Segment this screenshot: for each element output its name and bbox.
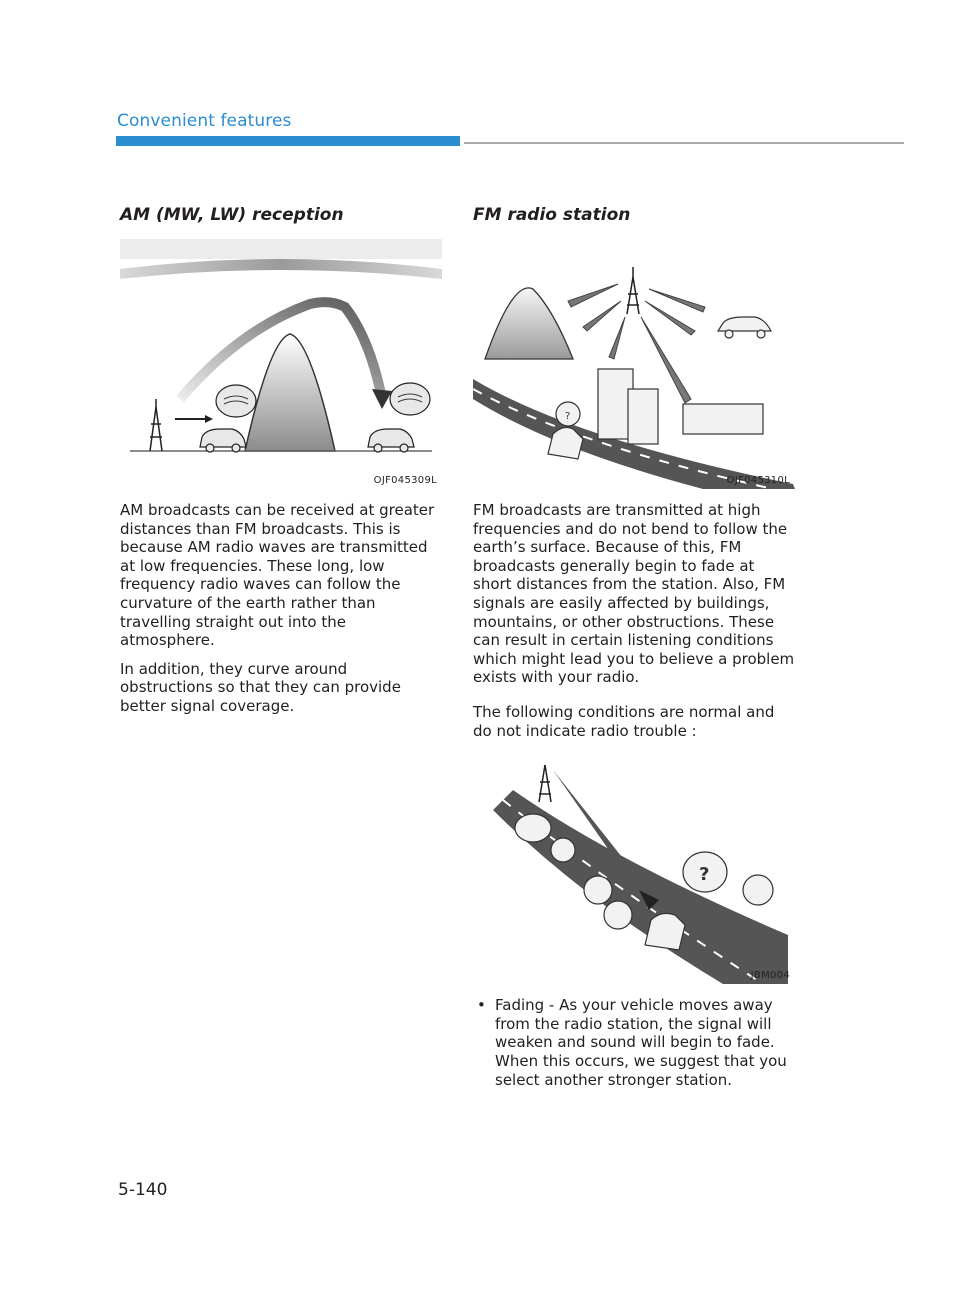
bullet-mark: • xyxy=(477,996,486,1015)
fm-paragraph-2: The following conditions are normal and do not indicate radio trouble : xyxy=(473,702,775,740)
fading-bullet-text: Fading - As your vehicle moves away from the radio station, the signal will weaken and sound will begin to fade. When this occurs, we suggest that you select another stronger station. xyxy=(495,996,787,1089)
fading-figure-code: JBM004 xyxy=(750,970,790,982)
section-title: Convenient features xyxy=(117,111,292,131)
header-rule-thin xyxy=(464,142,904,144)
am-illustration-graphic xyxy=(120,239,442,489)
am-figure-code: OJF045309L xyxy=(373,475,437,486)
fading-illustration-graphic xyxy=(473,750,795,984)
page-number: 5-140 xyxy=(118,1180,168,1200)
svg-text:?: ? xyxy=(565,411,571,422)
fm-heading: FM radio station xyxy=(473,205,631,225)
left-column xyxy=(120,205,442,726)
fading-illustration xyxy=(473,750,795,984)
right-column xyxy=(473,205,795,1089)
svg-text:?: ? xyxy=(699,864,710,886)
fm-paragraph-1: FM broadcasts are transmitted at high frequencies and do not bend to follow the earth’s surface. Because of this, FM broadcasts generally begin to fade at short distances from the station. Also, FM signals are easily affected by buildings, mountains, or other obstructions. These can result in certain listening conditions which might lead you to believe a problem exists with your radio. xyxy=(473,501,795,687)
fm-figure-code: OJF045310L xyxy=(726,475,790,486)
am-paragraph-2: In addition, they curve around obstructions so that they can provide better signal coverage. xyxy=(120,659,401,715)
fm-illustration-graphic xyxy=(473,239,795,489)
am-reception-illustration xyxy=(120,239,442,489)
am-heading: AM (MW, LW) reception xyxy=(120,205,344,225)
fading-bullet xyxy=(473,996,795,1089)
am-paragraph-1: AM broadcasts can be received at greater distances than FM broadcasts. This is because AM radio waves are transmitted at low frequencies. These long, low frequency radio waves can follow the curvature of the earth rather than travelling straight out into the atmosphere. xyxy=(120,501,435,650)
fm-station-illustration xyxy=(473,239,795,489)
header-rule-accent xyxy=(116,136,460,146)
